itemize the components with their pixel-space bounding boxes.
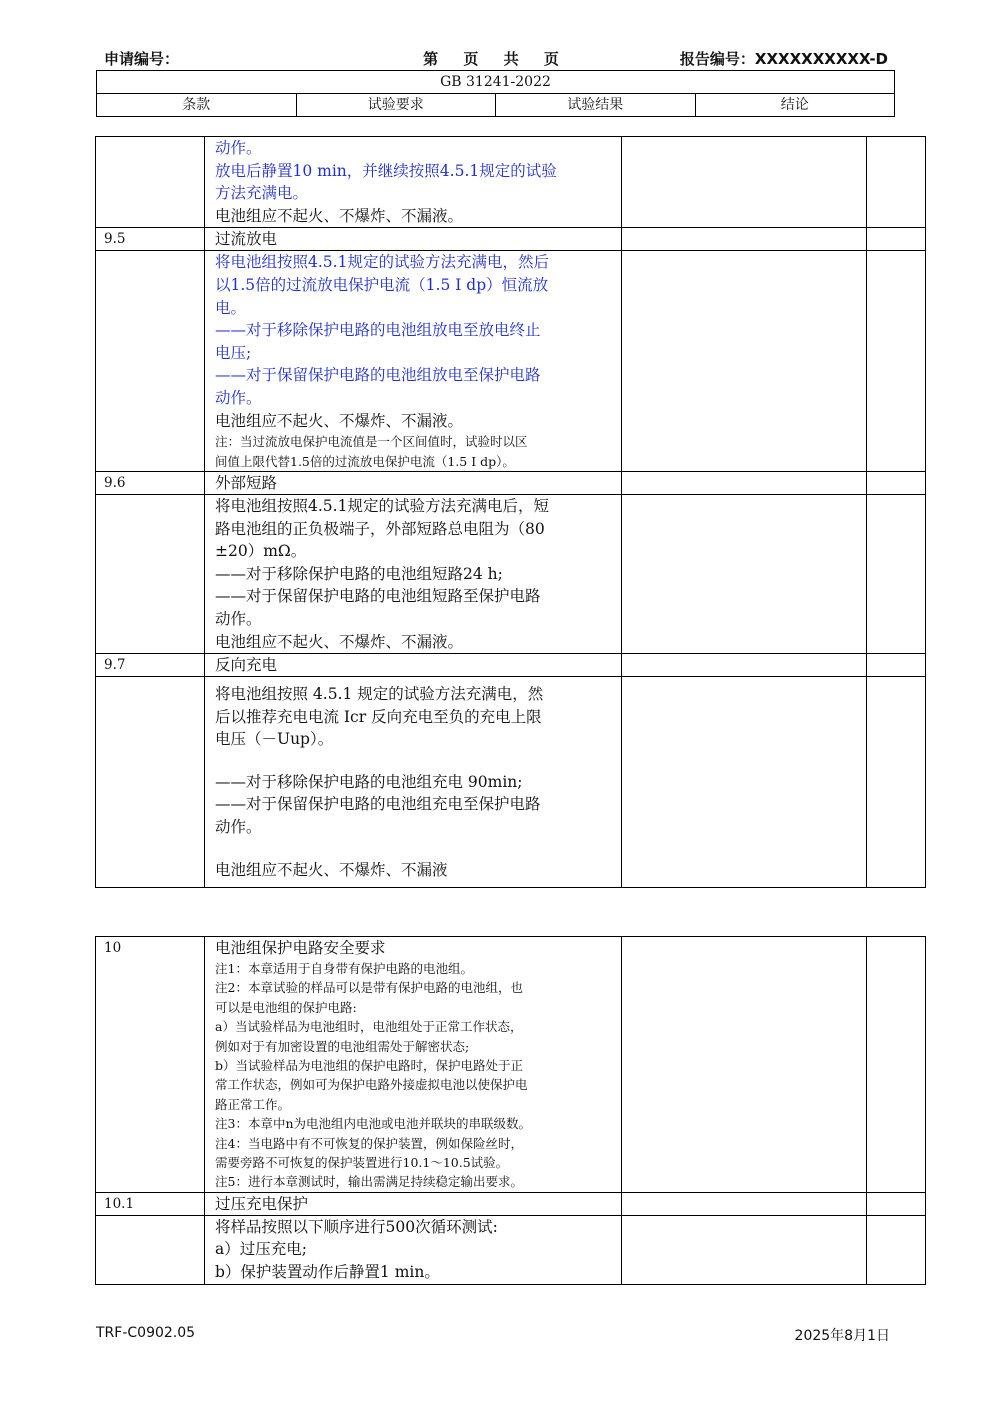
section-title: 外部短路 — [205, 471, 622, 494]
requirement-line: 动作。 — [215, 388, 262, 407]
verdict-cell[interactable] — [867, 937, 926, 1193]
requirement-line: ±20）mΩ。 — [215, 542, 307, 561]
verdict-cell[interactable] — [867, 677, 926, 888]
table-row — [96, 677, 926, 888]
note-line: 注：当过流放电保护电流值是一个区间值时，试验时以区 — [215, 434, 528, 450]
requirement-cell — [205, 251, 622, 472]
verdict-cell[interactable] — [867, 654, 926, 677]
form-number: TRF-C0902.05 — [96, 1325, 196, 1341]
requirement-line: 电池组应不起火、不爆炸、不漏液 — [215, 860, 448, 879]
result-cell[interactable] — [622, 937, 867, 1193]
note-line: 例如对于有加密设置的电池组需处于解密状态; — [215, 1038, 470, 1054]
note-line: 注4：当电路中有不可恢复的保护装置，例如保险丝时， — [215, 1135, 523, 1151]
table-row — [96, 471, 926, 494]
requirement-cell — [205, 677, 622, 888]
header-table — [96, 70, 895, 117]
requirements-table-2 — [95, 936, 926, 1285]
requirement-line: 电压（－Uup）。 — [215, 730, 334, 749]
requirement-line: 放电后静置10 min，并继续按照4.5.1规定的试验 — [215, 161, 557, 180]
verdict-cell[interactable] — [867, 471, 926, 494]
requirement-line: 电池组应不起火、不爆炸、不漏液。 — [215, 411, 464, 430]
verdict-cell[interactable] — [867, 1192, 926, 1215]
requirement-line: 将电池组按照 4.5.1 规定的试验方法充满电，然 — [215, 685, 544, 704]
table-row — [96, 494, 926, 653]
standard-number: GB 31241-2022 — [97, 71, 895, 94]
note-line: 注5：进行本章测试时，输出需满足持续稳定输出要求。 — [215, 1174, 523, 1190]
clause-cell — [96, 494, 205, 653]
requirement-line: 动作。 — [215, 609, 262, 628]
result-cell[interactable] — [622, 654, 867, 677]
requirement-line: 方法充满电。 — [215, 184, 309, 203]
clause-cell — [96, 1215, 205, 1284]
requirement-line: 动作。 — [215, 818, 262, 837]
requirement-line: a）过压充电; — [215, 1240, 307, 1259]
result-cell[interactable] — [622, 228, 867, 251]
requirement-line: ——对于移除保护电路的电池组放电至放电终止 — [215, 321, 541, 340]
table-row — [96, 251, 926, 472]
requirement-line: 动作。 — [215, 139, 262, 157]
requirement-cell — [205, 137, 622, 228]
requirement-line: 以1.5倍的过流放电保护电流（1.5 I dp）恒流放 — [215, 275, 549, 294]
note-line: 注1：本章适用于自身带有保护电路的电池组。 — [215, 961, 473, 976]
verdict-cell[interactable] — [867, 251, 926, 472]
table-row — [96, 654, 926, 677]
result-cell[interactable] — [622, 471, 867, 494]
clause-cell — [96, 677, 205, 888]
note-line: 路正常工作。 — [215, 1096, 291, 1112]
requirement-line: 电。 — [215, 298, 247, 317]
requirement-line: 将样品按照以下顺序进行500次循环测试: — [215, 1217, 498, 1236]
clause-cell: 9.6 — [96, 471, 205, 494]
verdict-cell[interactable] — [867, 228, 926, 251]
note-line: a）当试验样品为电池组时，电池组处于正常工作状态， — [215, 1019, 523, 1035]
requirement-line: 路电池组的正负极端子，外部短路总电阻为（80 — [215, 519, 545, 538]
report-no-label: 报告编号：XXXXXXXXXX-D — [679, 50, 888, 68]
table-row — [96, 228, 926, 251]
table-row — [96, 1215, 926, 1284]
clause-cell: 9.7 — [96, 654, 205, 677]
table-row — [96, 937, 926, 1193]
requirement-line: 电池组应不起火、不爆炸、不漏液。 — [215, 632, 464, 651]
result-cell[interactable] — [622, 137, 867, 228]
note-line: 常工作状态，例如可为保护电路外接虚拟电池以使保护电 — [215, 1077, 528, 1093]
verdict-cell[interactable] — [867, 137, 926, 228]
requirement-line: ——对于移除保护电路的电池组短路24 h; — [215, 564, 503, 583]
note-line: 间值上限代替1.5倍的过流放电保护电流（1.5 I dp）。 — [215, 453, 515, 469]
clause-cell: 9.5 — [96, 228, 205, 251]
page-number-label: 第 页 共 页 — [423, 50, 569, 68]
requirement-line: 电压; — [215, 343, 252, 362]
note-line: b）当试验样品为电池组的保护电路时，保护电路处于正 — [215, 1058, 524, 1074]
clause-cell — [96, 137, 205, 228]
note-line: 需要旁路不可恢复的保护装置进行10.1～10.5试验。 — [215, 1155, 509, 1171]
section-title: 过流放电 — [205, 228, 622, 251]
result-cell[interactable] — [622, 251, 867, 472]
requirement-line: 将电池组按照4.5.1规定的试验方法充满电，然后 — [215, 253, 549, 272]
col-result-header: 试验结果 — [496, 94, 696, 117]
verdict-cell[interactable] — [867, 494, 926, 653]
result-cell[interactable] — [622, 677, 867, 888]
clause-cell — [96, 251, 205, 472]
requirement-line: 将电池组按照4.5.1规定的试验方法充满电后，短 — [215, 496, 549, 515]
result-cell[interactable] — [622, 1215, 867, 1284]
section-title: 过压充电保护 — [205, 1192, 622, 1215]
table-row — [96, 137, 926, 228]
requirement-cell — [205, 1215, 622, 1284]
requirement-line: ——对于移除保护电路的电池组充电 90min; — [215, 772, 523, 791]
requirements-table-1 — [95, 136, 926, 888]
col-requirement-header: 试验要求 — [296, 94, 496, 117]
clause-cell: 10 — [96, 937, 205, 1193]
section-title: 电池组保护电路安全要求 — [215, 939, 386, 957]
requirement-line: ——对于保留保护电路的电池组充电至保护电路 — [215, 795, 541, 814]
result-cell[interactable] — [622, 494, 867, 653]
requirement-line: ——对于保留保护电路的电池组放电至保护电路 — [215, 366, 541, 385]
requirement-line: 电池组应不起火、不爆炸、不漏液。 — [215, 206, 464, 225]
section-title: 反向充电 — [205, 654, 622, 677]
application-no-label: 申请编号： — [104, 50, 180, 68]
note-line: 注2：本章试验的样品可以是带有保护电路的电池组，也 — [215, 980, 523, 996]
requirement-line: b）保护装置动作后静置1 min。 — [215, 1263, 440, 1282]
note-line: 可以是电池组的保护电路: — [215, 999, 357, 1015]
requirement-line: ——对于保留保护电路的电池组短路至保护电路 — [215, 587, 541, 606]
col-clause-header: 条款 — [97, 94, 297, 117]
requirement-line: 后以推荐充电电流 Icr 反向充电至负的充电上限 — [215, 707, 542, 726]
clause-cell: 10.1 — [96, 1192, 205, 1215]
table-row — [96, 1192, 926, 1215]
verdict-cell[interactable] — [867, 1215, 926, 1284]
requirement-cell — [205, 937, 622, 1193]
col-verdict-header: 结论 — [695, 94, 895, 117]
footer-date: 2025年8月1日 — [794, 1328, 890, 1344]
result-cell[interactable] — [622, 1192, 867, 1215]
requirement-cell — [205, 494, 622, 653]
note-line: 注3：本章中n为电池组内电池或电池并联块的串联级数。 — [215, 1116, 532, 1132]
